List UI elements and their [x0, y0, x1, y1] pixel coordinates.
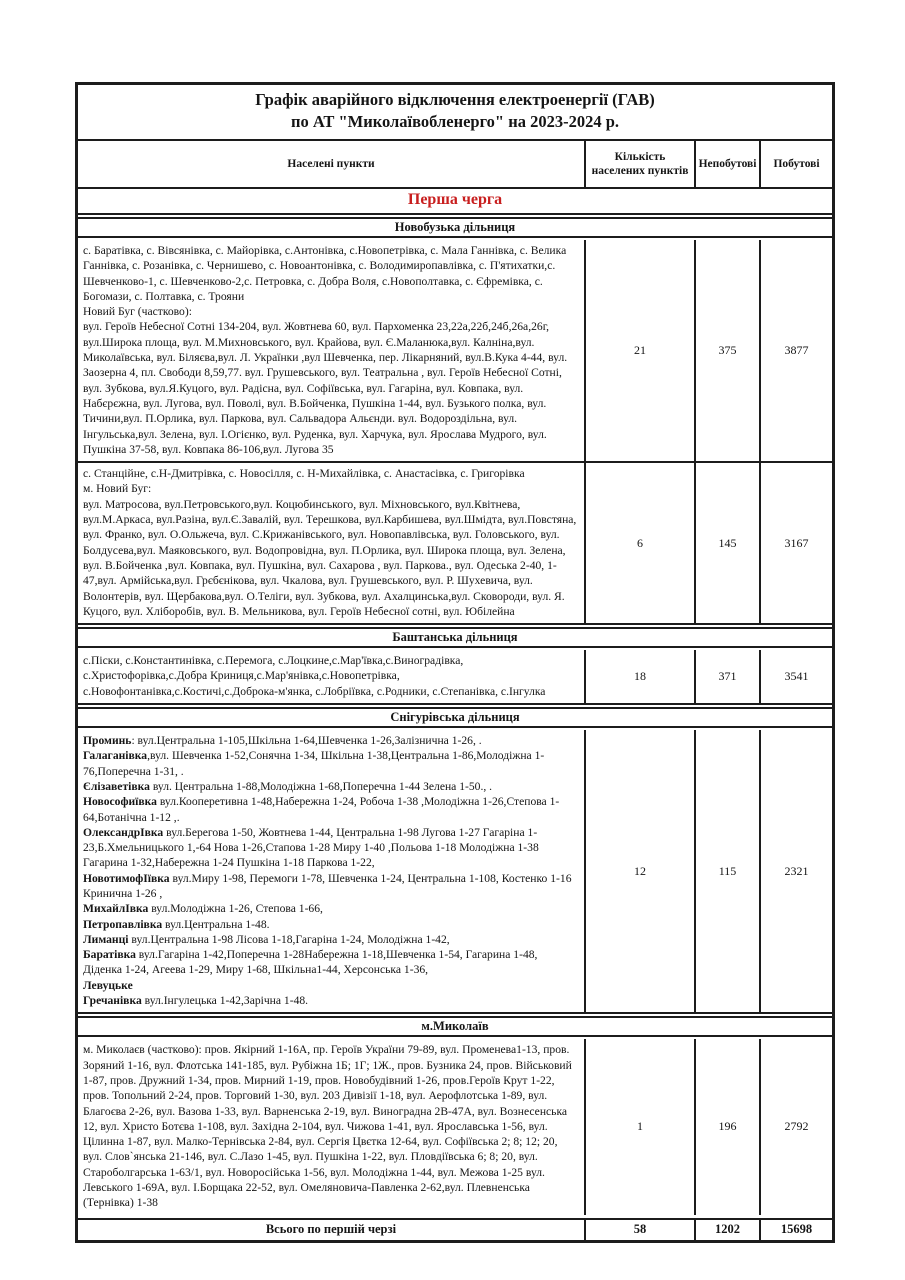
settlement-line	[83, 319, 579, 457]
title-line-1: Графік аварійного відключення електроенергії (ГАВ)	[255, 90, 655, 109]
streets-text: вул. Героїв Небесної Сотні 134-204, вул. Жовтнева 60, вул. Пархоменка 23,22а,22б,24б,26а,26г, вул.Широка площа, вул. М.Михновського, вул. Крайова, вул. Є.Маланюка,вул. Калніна,вул. Миколаївська, вул. Біляєва,вул. Л. Українки ,вул Шевченка, пер. Лікарняний, вул.В.Кука 4-44, вул. Заозерна 4, пл. Свободи 8,59,77. вул. Грушевського, вул. Театральна , вул. Героїв Небесної Сотні, вул. Зубкова, вул.Я.Куцого, вул. Радісна, вул. Софіївська, вул. Гагаріна, вул. Ковпака, вул. Набєрєжна, вул. Лугова, вул. Поволі, вул. В.Бойченка, Пушкіна 1-44, вул. Бузького полка, вул. Тичини,вул. П.Орлика, вул. Паркова, вул. Сальвадора Альєнди. вул. Водороздільна, вул. Інгульська,вул. Зелена, вул. І.Огієнко, вул. Руденка, вул. Харчука, вул. Ярослава Мудрого, вул. Пушкіна 37-58, вул. Ковпака 86-106,вул. Лугова 35	[83, 320, 568, 456]
streets-text: вул.Центральна 1-48.	[162, 917, 270, 931]
streets-text: вул.Інгулецька 1-42,Зарічна 1-48.	[141, 994, 309, 1008]
totals-count: 58	[586, 1220, 696, 1240]
totals-nondomestic: 1202	[696, 1220, 761, 1240]
settlements-cell	[78, 240, 586, 461]
settlements-cell	[78, 650, 586, 703]
settlement-line	[83, 466, 579, 481]
settlement-line	[83, 917, 579, 932]
streets-text: вул.Гагаріна 1-42,Поперечна 1-28Набережна 1-18,Шевченка 1-54, Гагарина 1-48, Діденка 1-24, Агеева 1-29, Миру 1-68, Шкільна1-44, Херсонська 1-36,	[83, 948, 538, 977]
streets-text: Новий Буг (частково):	[83, 305, 192, 319]
settlement-line	[83, 993, 579, 1008]
settlement-line	[83, 748, 579, 779]
totals-label: Всього по першій черзі	[78, 1220, 586, 1240]
table-row	[78, 240, 832, 463]
settlement-line	[83, 978, 579, 993]
streets-text: с. Баратівка, с. Вівсянівка, с. Майорівка, с.Антонівка, с.Новопетрівка, с. Мала Ганнівка, с. Велика Ганнівка, с. Розанівка, с. Чернишево, с. Новоантонівка, с. Володимиропавлівка, с. П'ятихатки,с. Шевченково-1, с. Шевченково-2,с. Петровка, с. Добра Воля, с.Новополтавка, с. Єфремівка, с. Богомази, с. Полтавка, с. Трояни	[83, 244, 567, 303]
settlement-line	[83, 481, 579, 496]
totals-row	[78, 1218, 832, 1240]
settlement-name: Левуцьке	[83, 978, 133, 992]
nondomestic-cell: 375	[696, 240, 761, 461]
streets-text: вул.Миру 1-98, Перемоги 1-78, Шевченка 1-24, Центральна 1-108, Костенко 1-16 Кринична 1-26 ,	[83, 871, 572, 900]
queue-banner: Перша черга	[78, 189, 832, 215]
col-header-settlements: Населені пункти	[78, 141, 586, 187]
title-line-2: по АТ "Миколаївобленерго" на 2023-2024 р.	[290, 112, 620, 131]
col-header-domestic: Побутові	[773, 158, 820, 170]
section-header: Снігурівська дільниця	[78, 707, 832, 728]
domestic-cell: 3167	[784, 535, 809, 550]
settlement-name: НовотимофІївка	[83, 871, 170, 885]
count-cell: 18	[586, 650, 696, 703]
settlement-name: Проминь	[83, 734, 132, 748]
settlement-name: Гречанівка	[83, 994, 142, 1008]
settlements-cell	[78, 1039, 586, 1214]
settlement-line	[83, 825, 579, 871]
streets-text: с.Піски, с.Константинівка, с.Перемога, с.Лоцкине,с.Мар'ївка,с.Виноградівка, с.Христофорівка,с.Добра Криниця,с.Мар'янівка,с.Новопетрівка, с.Новофонтанівка,с.Костичі,с.Доброка-м'янка, с.Лобріївка, с.Родники, с.Степанівка, с.Інгулка	[83, 654, 546, 698]
settlement-line	[83, 304, 579, 319]
section-header: м.Миколаїв	[78, 1016, 832, 1037]
settlement-name: МихайлІвка	[83, 902, 149, 916]
streets-text: : вул.Центральна 1-105,Шкільна 1-64,Шевченка 1-26,Залізнична 1-26, .	[131, 734, 482, 748]
col-header-count: Кількість населених пунктів	[586, 141, 696, 187]
section-header: Баштанська дільниця	[78, 627, 832, 648]
settlement-line	[83, 794, 579, 825]
domestic-cell: 2792	[784, 1119, 809, 1134]
nondomestic-cell: 145	[696, 463, 761, 623]
table-body	[78, 217, 832, 1215]
table-row	[78, 730, 832, 1014]
streets-text: с. Станційне, с.Н-Дмитрівка, с. Новосілля, с. Н-Михайлівка, с. Анастасівка, с. Григорівка	[83, 467, 525, 481]
section-header: Новобузька дільниця	[78, 217, 832, 238]
settlement-line	[83, 871, 579, 902]
nondomestic-cell: 371	[696, 650, 761, 703]
settlement-name: Баратівка	[83, 948, 136, 962]
streets-text: вул.Молодіжна 1-26, Степова 1-66,	[148, 902, 323, 916]
totals-domestic: 15698	[780, 1222, 813, 1237]
settlement-name: Петропавлівка	[83, 917, 163, 931]
table-row	[78, 463, 832, 625]
nondomestic-cell: 115	[696, 730, 761, 1012]
settlement-line	[83, 901, 579, 916]
streets-text: вул.Центральна 1-98 Лісова 1-18,Гагаріна 1-24, Молодіжна 1-42,	[128, 932, 450, 946]
settlement-line	[83, 497, 579, 619]
settlement-line	[83, 932, 579, 947]
domestic-cell: 2321	[784, 863, 809, 878]
domestic-cell: 3541	[784, 669, 809, 684]
nondomestic-cell: 196	[696, 1039, 761, 1214]
settlement-line	[83, 243, 579, 304]
count-cell: 1	[586, 1039, 696, 1214]
streets-text: вул. Центральна 1-88,Молодіжна 1-68,Поперечна 1-44 Зелена 1-50., .	[149, 779, 493, 793]
domestic-cell: 3877	[784, 343, 809, 358]
settlement-name: ОлександрІвка	[83, 825, 164, 839]
settlements-cell	[78, 463, 586, 623]
streets-text: вул.Кооперетивна 1-48,Набережна 1-24, Робоча 1-38 ,Молодіжна 1-26,Степова 1-64,Ботанічна 1-12 ,.	[83, 795, 560, 824]
settlement-line	[83, 1042, 579, 1210]
settlement-line	[83, 947, 579, 978]
outage-schedule-table	[75, 82, 835, 1243]
streets-text: м. Миколаєв (частково): пров. Якірний 1-16А, пр. Героїв України 79-89, вул. Променева1-13, пров. Зоряний 1-16, вул. Флотська 141-185, вул. Рубіжна 1Б; 1Г; 1Ж., пров. Бузника 24, пров. Військовий 1-87, пров. Дружний 1-34, пров. Мирний 1-19, пров. Новобудівний 1-26, пров.Героїв Крут 1-22, пров. Топольний 2-24, пров. Торговий 1-30, вул. 203 Дивізії 1-18, вул. Аерофлотська 1-89, вул. Благоєва 2-26, вул. Вазова 1-33, вул. Варненська 2-19, вул. Виноградна 2В-47А, вул. Вознесенська 12, вул. Христо Ботєва 1-108, вул. Західна 2-104, вул. Чижова 1-41, вул. Ярославська 1-56, вул. Цілинна 1-87, вул. Малко-Тернівська 2-84, вул. Сергія Цвєтка 12-64, вул. Софіївська 2; 8; 12; 20, вул. Слов`янська 21-146, вул. С.Лазо 1-45, вул. Пушкіна 1-22, вул. Пловдіївська 6; 8; 20, вул. Староболгарська 1-63/1, вул. Новоросійська 1-56, вул. Молодіжна 1-44, вул. Межова 1-25 вул. Левського 1-69А, вул. І.Борщака 22-52, вул. Омеляновича-Павленка 2-62,вул. Плевненська (Тернівка) 1-38	[83, 1043, 572, 1210]
streets-text: вул.Берегова 1-50, Жовтнева 1-44, Центральна 1-98 Лугова 1-27 Гагаріна 1-23,Б.Хмельницького 1,-64 Нова 1-26,Стапова 1-28 Миру 1-40 ,Польова 1-18 Молодіжна 1-38 Гагарина 1-32,Набережна 1-24 Пушкіна 1-18 Паркова 1-22,	[83, 825, 539, 870]
count-cell: 21	[586, 240, 696, 461]
streets-text: м. Новий Буг:	[83, 482, 152, 496]
table-title	[78, 85, 832, 141]
count-cell: 12	[586, 730, 696, 1012]
settlement-name: Галаганівка	[83, 749, 148, 763]
settlement-line	[83, 653, 579, 699]
settlement-name: Новософиївка	[83, 795, 157, 809]
table-row	[78, 1039, 832, 1214]
column-header-row	[78, 141, 832, 189]
streets-text: ,вул. Шевченка 1-52,Сонячна 1-34, Шкільна 1-38,Центральна 1-86,Молодіжна 1-76,Поперечна 1-31, .	[83, 749, 545, 778]
settlement-name: Єлізаветівка	[83, 779, 150, 793]
settlement-line	[83, 779, 579, 794]
count-cell: 6	[586, 463, 696, 623]
streets-text: вул. Матросова, вул.Петровського,вул. Коцюбинського, вул. Міхновського, вул.Квітнева, вул.М.Аркаса, вул.Разіна, вул.Є.Завалій, вул. Терешкова, вул.Карбишева, вул.Шмідта, вул.Повстяна, вул. Франко, вул. О.Ольжеча, вул. С.Крижанівського, вул. Новопавлівська, вул. Головського, вул. Болдусева,вул. Маяковського, вул. Водопровідна, вул. П.Орлика, вул. Широка площа, вул. Зелена, вул. В.Бойченка ,вул. Ковпака, вул. Пушкіна, вул. Сахарова , вул. Паркова., вул. Одеська 2-40, 1-47,вул. Армійська,вул. Грєбєнікова, вул. Чкалова, вул. Грушевського, вул. Р. Шухевича, вул. Волонтерів, вул. Щербакова,вул. О.Теліги, вул. Зубкова, вул. Ахалцинська,вул. Сковороди, вул. Я. Куцого, вул. Хліборобів, вул. В. Мельникова, вул. Героїв Небесної сотні, вул. Юбілейна	[83, 497, 577, 618]
settlements-cell	[78, 730, 586, 1012]
settlement-line	[83, 733, 579, 748]
settlement-name: Лиманці	[83, 932, 129, 946]
table-row	[78, 650, 832, 705]
col-header-nondomestic: Непобутові	[696, 141, 761, 187]
